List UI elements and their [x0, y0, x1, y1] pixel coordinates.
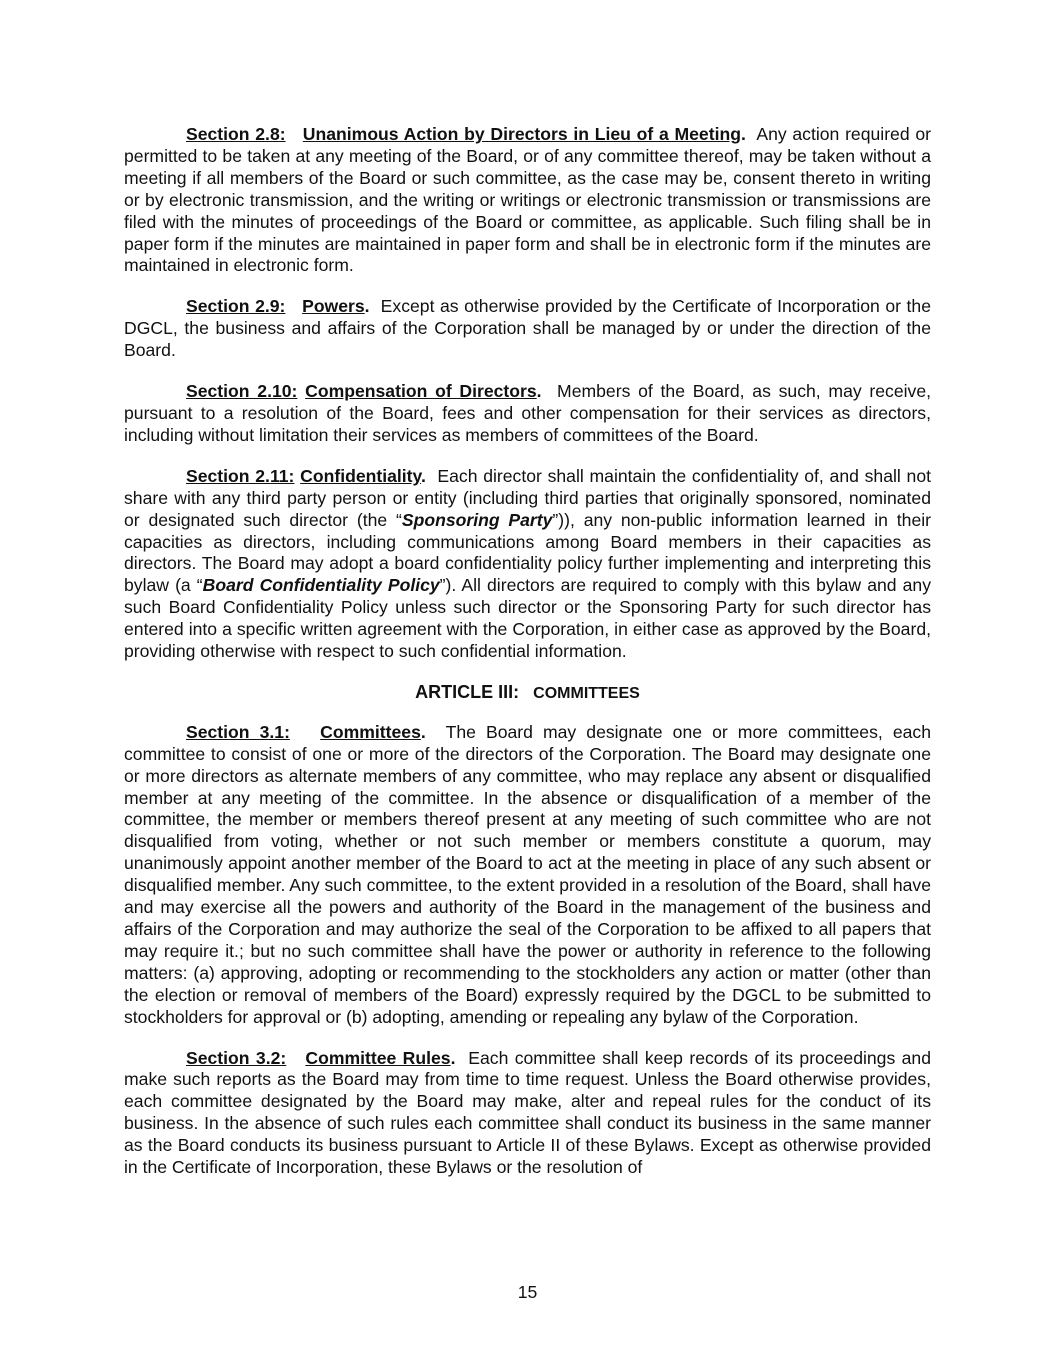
section-title: Committees — [320, 721, 421, 742]
section-body: Any action required or permitted to be taken at any meeting of the Board, or of any committee thereof, may be taken without a meeting if all members of the Board or such committee, as the case may be, consent thereto in writing or by electronic transmission, and the writing or writings or electronic transmission or transmissions are filed with the minutes of proceedings of the Board or committee, as applicable. Such filing shall be in paper form if the minutes are maintained in paper form and shall be in electronic form if the minutes are maintained in electronic form. — [124, 124, 931, 276]
article-title: COMMITTEES — [533, 684, 640, 702]
section-label: Section 3.1: — [186, 721, 290, 742]
document-page — [124, 124, 931, 1179]
section-label: Section 2.10: — [186, 381, 298, 402]
article-heading — [124, 682, 931, 705]
section-3-1: Section 3.1: Committees. The Board may designate one or more committees, each committee to consist of one or more of the directors of the Corporation. The Board may designate one or more directors as alternate members of any committee, who may replace any absent or disqualified member at any meeting of the committee. In the absence or disqualification of a member of the committee, the member or members thereof present at any meeting of such committee who are not disqualified from voting, whether or not such member or members constitute a quorum, may unanimously appoint another member of the Board to act at the meeting in place of any such absent or disqualified member. Any such committee, to the extent provided in a resolution of the Board, shall have and may exercise all the powers and authority of the Board in the management of the business and affairs of the Corporation and may authorize the seal of the Corporation to be affixed to all papers that may require it.; but no such committee shall have the power or authority in reference to the following matters: (a) approving, adopting or recommending to the stockholders any action or matter (other than the election or removal of members of the Board) expressly required by the DGCL to be submitted to stockholders for approval or (b) adopting, amending or repealing any bylaw of the Corporation. — [124, 721, 931, 1027]
section-body: Except as otherwise provided by the Certificate of Incorporation or the DGCL, the business and affairs of the Corporation shall be managed by or under the direction of the Board. — [124, 296, 932, 361]
section-body-part: Each director shall maintain the confidentiality of, and shall not share with any third party person or entity (including third parties that originally sponsored, nominated or designated such director (the “ — [124, 465, 931, 530]
section-title: Unanimous Action by Directors in Lieu of a Meeting — [302, 124, 741, 144]
defined-term: Sponsoring Party — [401, 509, 553, 530]
section-label: Section 2.11: — [186, 465, 295, 486]
article-number: ARTICLE III: — [415, 681, 520, 702]
section-title: Powers — [302, 296, 365, 317]
section-body: Each committee shall keep records of its proceedings and make such reports as the Board may from time to time request. Unless the Board otherwise provides, each committee designated by the Board may make, alter and repeal rules for the conduct of its business. In the absence of such rules each committee shall conduct its business in the same manner as the Board conducts its business pursuant to Article II of these Bylaws. Except as otherwise provided in the Certificate of Incorporation, these Bylaws or the resolution of — [124, 1047, 931, 1178]
section-body-part: ”). All directors are required to comply with this bylaw and any such Board Confidentiality Policy unless such director or the Sponsoring Party for such director has entered into a specific written agreement with the Corporation, in either case as approved by the Board, providing otherwise with respect to such confidential information. — [124, 575, 931, 662]
section-label: Section 2.8: — [186, 124, 286, 144]
section-body: Members of the Board, as such, may receive, pursuant to a resolution of the Board, fees and other compensation for their services as directors, including without limitation their services as members of committees of the Board. — [124, 381, 931, 445]
section-body-part: ”)), any non-public information learned in their capacities as directors, including communications among Board members in their capacities as directors. The Board may adopt a board confidentiality policy further implementing and interpreting this bylaw (a “ — [124, 509, 931, 596]
defined-term: Board Confidentiality Policy — [202, 575, 440, 596]
section-body: The Board may designate one or more committees, each committee to consist of one or more of the directors of the Corporation. The Board may designate one or more directors as alternate members of any committee, who may replace any absent or disqualified member at any meeting of the committee. In the absence or disqualification of a member of the committee, the member or members thereof present at any meeting of such committee who are not disqualified from voting, whether or not such member or members constitute a quorum, may unanimously appoint another member of the Board to act at the meeting in place of any such absent or disqualified member. Any such committee, to the extent provided in a resolution of the Board, shall have and may exercise all the powers and authority of the Board in the management of the business and affairs of the Corporation and may authorize the seal of the Corporation to be affixed to all papers that may require it.; but no such committee shall have the power or authority in reference to the following matters: (a) approving, adopting or recommending to the stockholders any action or matter (other than the election or removal of members of the Board) expressly required by the DGCL to be submitted to stockholders for approval or (b) adopting, amending or repealing any bylaw of the Corporation. — [124, 721, 931, 1027]
section-2-8: Section 2.8: Unanimous Action by Directors in Lieu of a Meeting. Any action required or permitted to be taken at any meeting of the Board, or of any committee thereof, may be taken without a meeting if all members of the Board or such committee, as the case may be, consent thereto in writing or by electronic transmission, and the writing or writings or electronic transmission or transmissions are filed with the minutes of proceedings of the Board or committee, as applicable. Such filing shall be in paper form if the minutes are maintained in paper form and shall be in electronic form if the minutes are maintained in electronic form. — [124, 124, 931, 276]
section-2-9: Section 2.9: Powers. Except as otherwise provided by the Certificate of Incorporation or the DGCL, the business and affairs of the Corporation shall be managed by or under the direction of the Board. — [124, 296, 932, 361]
section-label: Section 2.9: — [186, 296, 286, 317]
section-2-11: Section 2.11: Confidentiality. Each director shall maintain the confidentiality of, and shall not share with any third party person or entity (including third parties that originally sponsored, nominated or designated such director (the “Sponsoring Party”)), any non-public information learned in their capacities as directors, including communications among Board members in their capacities as directors. The Board may adopt a board confidentiality policy further implementing and interpreting this bylaw (a “Board Confidentiality Policy”). All directors are required to comply with this bylaw and any such Board Confidentiality Policy unless such director or the Sponsoring Party for such director has entered into a specific written agreement with the Corporation, in either case as approved by the Board, providing otherwise with respect to such confidential information. — [124, 465, 931, 662]
section-title: Committee Rules — [305, 1047, 451, 1068]
page-number: 15 — [517, 1282, 538, 1302]
section-title: Confidentiality — [300, 465, 422, 486]
section-label: Section 3.2: — [186, 1047, 287, 1068]
section-2-10: Section 2.10: Compensation of Directors. Members of the Board, as such, may receive, pursuant to a resolution of the Board, fees and other compensation for their services as directors, including without limitation their services as members of committees of the Board. — [124, 381, 931, 445]
section-title: Compensation of Directors — [305, 381, 537, 402]
section-3-2: Section 3.2: Committee Rules. Each committee shall keep records of its proceedings and make such reports as the Board may from time to time request. Unless the Board otherwise provides, each committee designated by the Board may make, alter and repeal rules for the conduct of its business. In the absence of such rules each committee shall conduct its business in the same manner as the Board conducts its business pursuant to Article II of these Bylaws. Except as otherwise provided in the Certificate of Incorporation, these Bylaws or the resolution of — [124, 1047, 931, 1178]
